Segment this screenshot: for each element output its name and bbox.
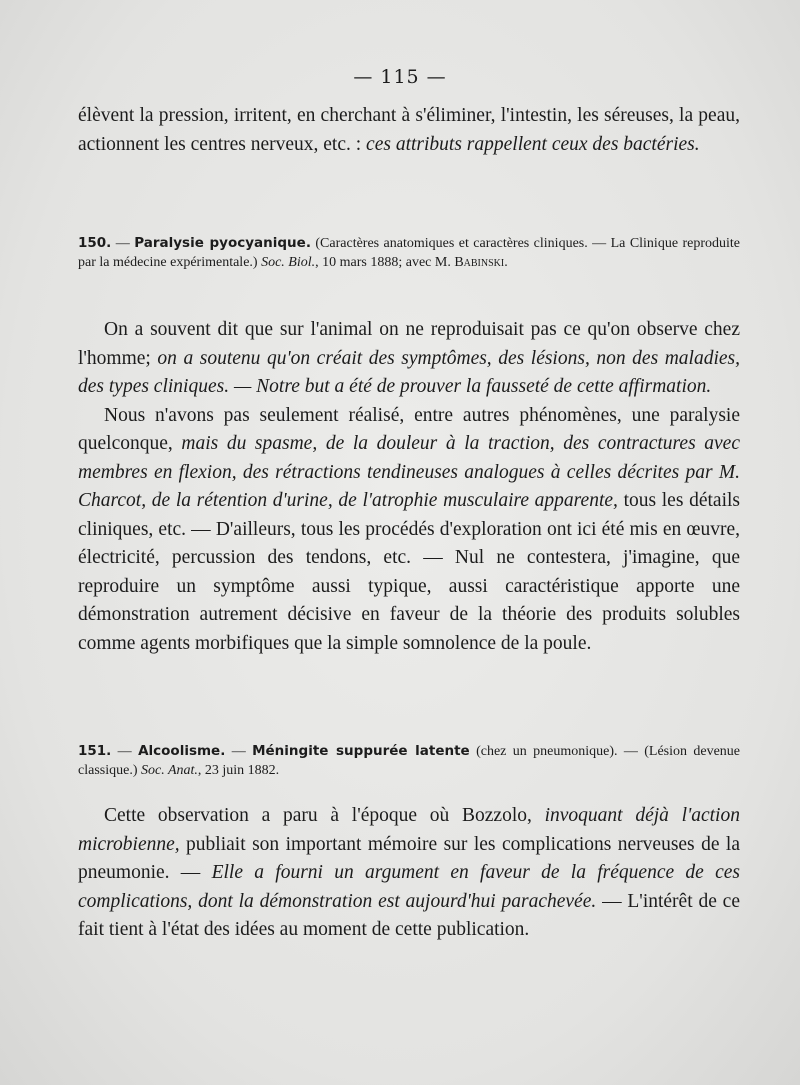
entry-151-heading [78,742,740,780]
entry-150-dash: — [111,236,135,251]
entry-151-source: Soc. Anat. [140,763,198,778]
para-151-italic-b: Elle a fourni un argument en faveur de la fréquence de ces complications, dont la démonstration est aujourd'hui parachevée. [78,862,740,912]
entry-151-desc: (chez un pneumonique). — (Lésion devenue classique.) [78,744,741,778]
entry-150-number: 150. [78,235,112,251]
para-150-2-text-b: tous les détails cliniques, etc. — D'ailleurs, tous les procédés d'exploration ont ici été mis en œuvre, électricité, percussion des tendons, etc. — Nul ne contestera, j'imagine, que reproduire un symptôme aussi typique, aussi caractéristique apporte une démonstration autrement décisive en faveur de la théorie des produits solubles comme agents morbifiques que la simple somnolence de la poule. [78,490,740,654]
para-151-text-a: Cette observation a paru à l'époque où Bozzolo, [104,805,545,826]
para-150-2-text-a: Nous n'avons pas seulement réalisé, entre autres phénomènes, une paralysie quelconque, [78,404,740,454]
entry-151-number: 151. [78,743,112,759]
page-number: — 115 — [353,66,447,88]
entry-150-title: Paralysie pyocyanique. [134,235,311,251]
intro-paragraph [78,102,740,159]
entry-151-date: , 23 juin 1882. [197,763,280,778]
entry-150-desc: (Caractères anatomiques et caractères cliniques. — La Clinique reproduite par la médecine expérimentale.) [78,236,741,270]
entry-150-source: Soc. Biol. [261,255,316,270]
para-151-text-c: — L'intérêt de ce fait tient à l'état des idées au moment de cette publication. [78,890,740,940]
entry-151-dash: — [111,744,139,759]
entry-150-para-2 [78,402,740,659]
para-150-2-italic: mais du spasme, de la douleur à la traction, des contractures avec membres en flexion, des rétractions tendineuses analogues à celles décrites par M. Charcot, de la rétention d'urine, de l'atrophie musculaire apparente, [78,433,740,511]
entry-151-title-b: Méningite suppurée latente [252,743,470,759]
para-151-italic-a: invoquant déjà l'action microbienne, [78,805,740,855]
entry-151-title-a: Alcoolisme. [138,743,226,759]
entry-150-body [78,316,740,658]
para-150-1-text: On a souvent dit que sur l'animal on ne reproduisait pas ce qu'on observe chez l'homme; [78,319,740,369]
entry-150-para-1 [78,316,740,402]
intro-italic: ces attributs rappellent ceux des bactéries. [366,133,700,155]
entry-150-date: , 10 mars 1888; avec M. [315,255,455,270]
entry-151-body [78,802,740,945]
entry-151-sep: — [225,744,253,759]
para-151-text-b: publiait son important mémoire sur les complications nerveuses de la pneumonie. — [78,833,740,883]
intro-text: élèvent la pression, irritent, en cherchant à s'éliminer, l'intestin, les séreuses, la peau, actionnent les centres nerveux, etc. : [78,105,740,155]
entry-150-heading [78,234,740,272]
entry-150-author: Babinski. [454,255,508,270]
para-150-1-italic: on a soutenu qu'on créait des symptômes, des lésions, non des maladies, des types cliniques. — Notre but a été de prouver la fausseté de cette affirmation. [78,347,740,397]
bleed-through [90,200,740,220]
